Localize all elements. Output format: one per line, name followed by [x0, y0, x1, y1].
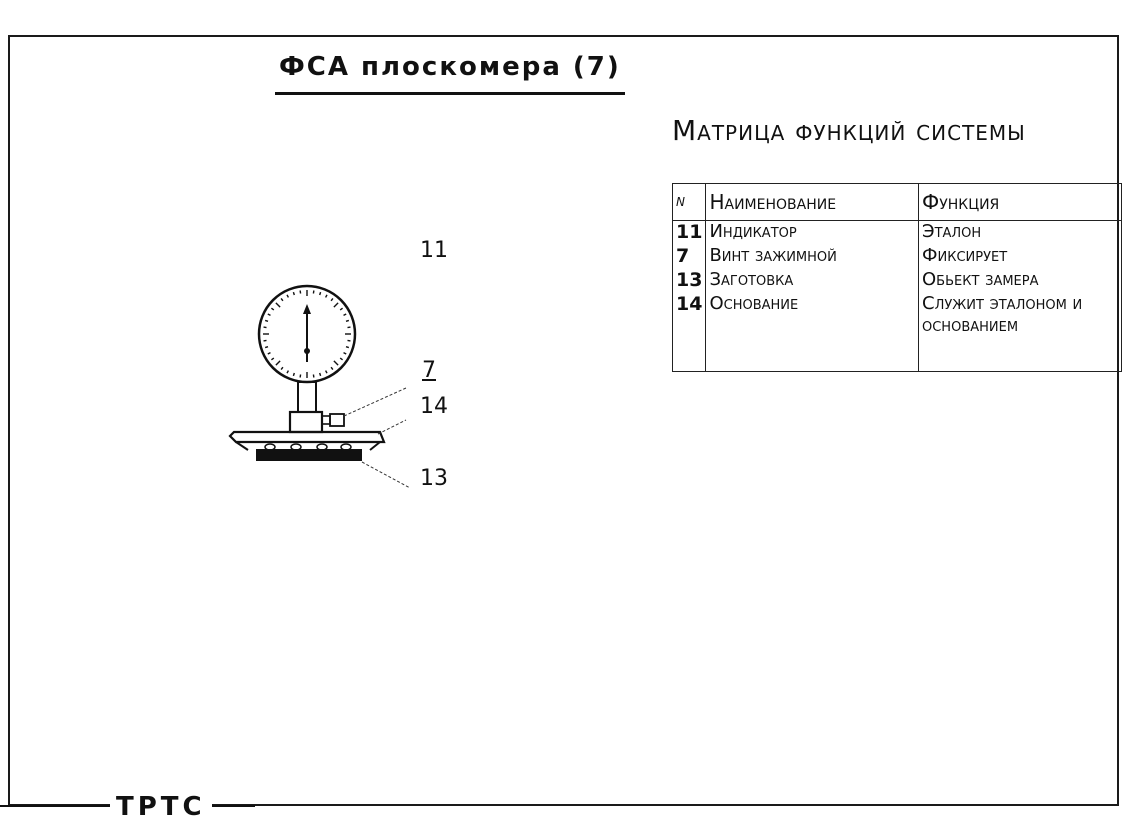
dial-tick — [331, 367, 333, 369]
row-name: Винт зажимной — [706, 245, 919, 269]
dial-tick — [344, 314, 347, 315]
table-row — [673, 245, 1122, 269]
dial-tick — [287, 371, 288, 374]
dial-tick — [334, 361, 338, 365]
dial-tick — [271, 358, 273, 360]
dial-tick — [346, 347, 349, 348]
table-row — [673, 293, 1122, 372]
workpiece — [256, 449, 362, 461]
dial-tick — [340, 308, 342, 310]
dial-tick — [268, 314, 271, 315]
row-number: 13 — [673, 269, 706, 293]
leader-screw — [344, 388, 406, 416]
dial-tick — [276, 303, 280, 307]
dial-tick — [293, 373, 294, 376]
dial-tick — [320, 373, 321, 376]
flatness-gauge-drawing — [220, 230, 480, 510]
function-matrix-table — [672, 183, 1122, 372]
dial-tick — [334, 303, 338, 307]
row-function: Эталон — [919, 221, 1122, 246]
table-row — [673, 269, 1122, 293]
label-screw: 7 — [422, 358, 436, 383]
header-name: Наименование — [706, 184, 919, 221]
dial-tick — [340, 358, 342, 360]
dial-tick — [271, 308, 273, 310]
page-title: ФСА плоскомера (7) — [275, 52, 625, 95]
clamp-screw — [330, 414, 344, 426]
row-function: Служит эталоном и основанием — [919, 293, 1122, 372]
base-plate — [230, 432, 384, 442]
needle-tip — [303, 304, 311, 314]
footer-text: ТРТС — [110, 792, 212, 822]
dial-tick — [265, 320, 268, 321]
dial-tick — [281, 367, 283, 369]
dial-tick — [346, 320, 349, 321]
row-number: 11 — [673, 221, 706, 246]
table-row — [673, 221, 1122, 246]
screw-neck — [322, 416, 330, 424]
row-function: Обьект замера — [919, 269, 1122, 293]
row-name: Индикатор — [706, 221, 919, 246]
label-workpiece: 13 — [420, 466, 448, 491]
header-number: N — [673, 184, 706, 221]
leader-workpiece — [362, 462, 410, 488]
base-right-foot — [370, 442, 380, 450]
label-indicator: 11 — [420, 238, 448, 263]
row-number: 7 — [673, 245, 706, 269]
table-header-row — [673, 184, 1122, 221]
dial-tick — [320, 292, 321, 295]
matrix-title: Матрица функций системы — [672, 114, 1026, 147]
base-left-foot — [236, 442, 248, 450]
dial-tick — [293, 292, 294, 295]
dial-tick — [287, 295, 288, 298]
leader-base — [378, 420, 406, 434]
row-name: Основание — [706, 293, 919, 372]
dial-tick — [331, 298, 333, 300]
row-function: Фиксирует — [919, 245, 1122, 269]
drawing-frame — [8, 35, 1119, 806]
dial-tick — [276, 361, 280, 365]
label-base: 14 — [420, 394, 448, 419]
dial-tick — [265, 347, 268, 348]
dial-tick — [326, 371, 327, 374]
dial-tick — [281, 298, 283, 300]
needle-hub — [304, 348, 310, 354]
row-name: Заготовка — [706, 269, 919, 293]
header-function: Функция — [919, 184, 1122, 221]
row-number: 14 — [673, 293, 706, 372]
dial-tick — [326, 295, 327, 298]
indicator-stem — [298, 382, 316, 412]
dial-tick — [344, 353, 347, 354]
footer-stamp — [0, 792, 260, 822]
dial-tick — [268, 353, 271, 354]
clamp-body — [290, 412, 322, 432]
